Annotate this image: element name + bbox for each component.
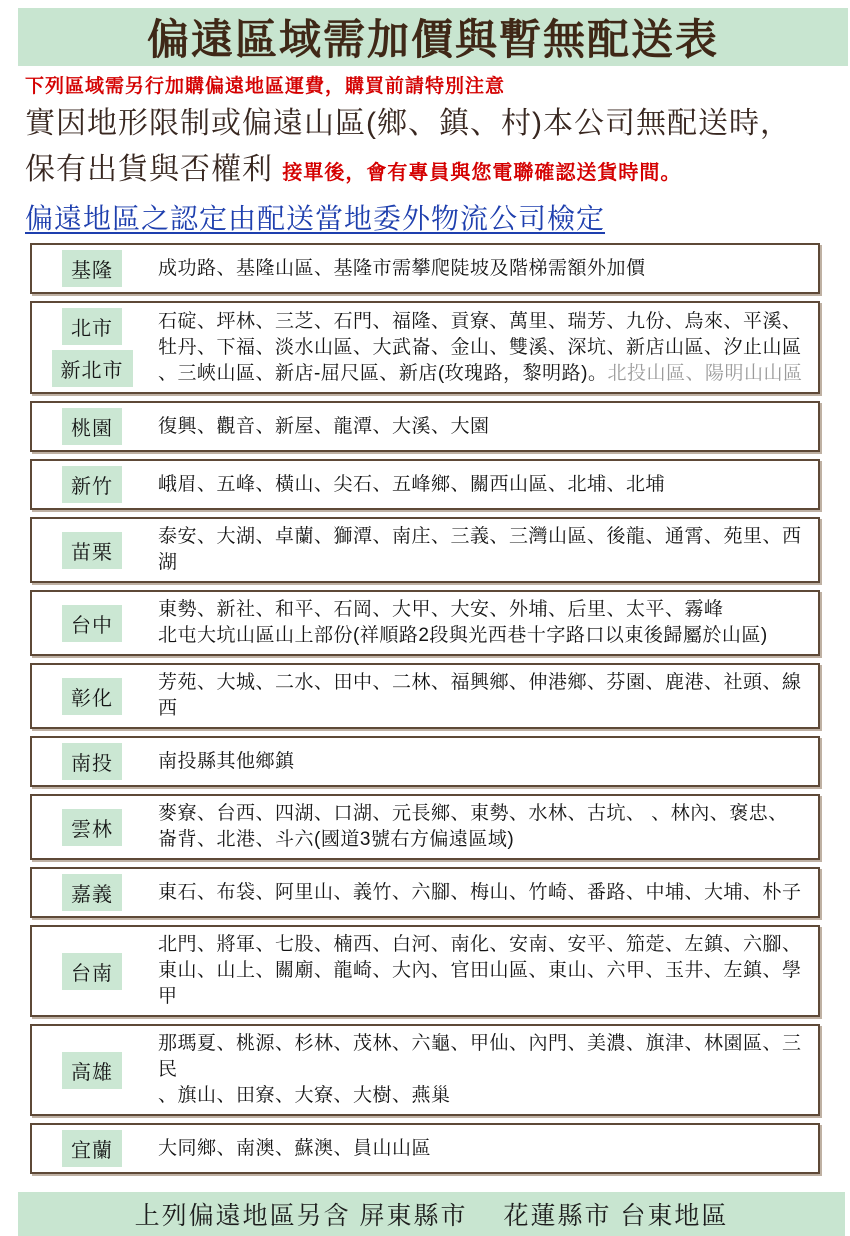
areas-segment: 、旗山、田寮、大寮、大樹、燕巢 xyxy=(158,1085,451,1106)
region-areas-line xyxy=(158,623,808,649)
region-label-column xyxy=(42,532,142,569)
region-label-column xyxy=(42,809,142,846)
footer-text: 上列偏遠地區另含 屏東縣市 花蓮縣市 台東地區 xyxy=(134,1202,729,1230)
region-label-column xyxy=(42,466,142,503)
region-row xyxy=(30,243,820,294)
region-row xyxy=(30,736,820,787)
policy-line-2-red-note: 接單後，會有專員與您電聯確認送貨時間。 xyxy=(282,162,682,184)
region-areas-text xyxy=(158,597,808,649)
region-label: 新北市 xyxy=(52,350,133,387)
areas-segment: 復興、觀音、新屋、龍潭、大溪、大園 xyxy=(158,415,490,437)
region-areas-text xyxy=(158,670,808,722)
areas-segment: 北屯大坑山區山上部份(祥順路2段與光西巷十字路口以東後歸屬於山區) xyxy=(158,625,768,646)
region-label: 雲林 xyxy=(62,809,122,846)
region-label: 彰化 xyxy=(62,678,122,715)
region-row xyxy=(30,867,820,918)
areas-segment: 東石、布袋、阿里山、義竹、六腳、梅山、竹崎、番路、中埔、大埔、朴子 xyxy=(158,881,802,903)
areas-segment: 崙背、北港、斗六(國道3號右方偏遠區域) xyxy=(158,829,515,850)
region-areas-line xyxy=(158,827,808,853)
areas-segment: 石碇、坪林、三芝、石門、福隆、貢寮、萬里、瑞芳、九份、烏來、平溪、 xyxy=(158,310,802,332)
region-areas-line xyxy=(158,414,808,440)
region-label: 新竹 xyxy=(62,466,122,503)
areas-segment: 麥寮、台西、四湖、口湖、元長鄉、東勢、水林、古坑、 、林內、褒忠、 xyxy=(158,803,788,824)
areas-segment: 泰安、大湖、卓蘭、獅潭、南庄、三義、三灣山區、後龍、通霄、苑里、西湖 xyxy=(158,526,802,573)
region-row xyxy=(30,1024,820,1116)
region-label-column xyxy=(42,953,142,990)
region-row xyxy=(30,301,820,394)
region-areas-text xyxy=(158,801,808,853)
region-row xyxy=(30,1123,820,1174)
region-areas-line xyxy=(158,801,808,827)
region-label-column xyxy=(42,250,142,287)
region-areas-line xyxy=(158,880,808,906)
region-areas-line xyxy=(158,670,808,722)
region-label: 宜蘭 xyxy=(62,1130,122,1167)
region-areas-text xyxy=(158,880,808,906)
region-areas-line xyxy=(158,524,808,576)
areas-segment-gray: 北投山區、陽明山山區 xyxy=(607,362,803,384)
areas-segment: 、三峽山區、新店-屈尺區、新店(玫瑰路，黎明路)。 xyxy=(158,362,608,384)
region-areas-line xyxy=(158,958,808,1010)
region-row xyxy=(30,663,820,729)
areas-segment: 芳苑、大城、二水、田中、二林、福興鄉、伸港鄉、芬園、鹿港、社頭、線西 xyxy=(158,672,802,719)
areas-segment: 南投縣其他鄉鎮 xyxy=(158,750,295,772)
region-areas-text xyxy=(158,932,808,1010)
region-areas-line xyxy=(158,335,808,361)
region-label: 基隆 xyxy=(62,250,122,287)
region-label: 苗栗 xyxy=(62,532,122,569)
region-areas-text xyxy=(158,256,808,282)
region-label-column xyxy=(42,308,142,387)
region-label-column xyxy=(42,743,142,780)
areas-segment: 那瑪夏、桃源、杉林、茂林、六龜、甲仙、內門、美濃、旗津、林園區、三民 xyxy=(158,1033,802,1080)
region-label: 嘉義 xyxy=(62,874,122,911)
region-row xyxy=(30,459,820,510)
areas-segment: 東勢、新社、和平、石岡、大甲、大安、外埔、后里、太平、霧峰 xyxy=(158,599,724,620)
region-label-column xyxy=(42,678,142,715)
region-label-column xyxy=(42,874,142,911)
region-areas-line xyxy=(158,1031,808,1083)
region-row xyxy=(30,401,820,452)
shipping-surcharge-notice xyxy=(0,8,850,1230)
region-areas-line xyxy=(158,749,808,775)
red-warning-text: 下列區域需另行加購偏遠地區運費，購買前請特別注意 xyxy=(25,76,506,97)
region-label-column xyxy=(42,1130,142,1167)
region-label-column xyxy=(42,1052,142,1089)
region-label: 台中 xyxy=(62,605,122,642)
policy-line-1: 實因地形限制或偏遠山區(鄉、鎮、村)本公司無配送時， xyxy=(25,107,791,140)
region-areas-text xyxy=(158,524,808,576)
region-areas-text xyxy=(158,1031,808,1109)
region-areas-line xyxy=(158,597,808,623)
footer-band xyxy=(18,1192,845,1236)
region-areas-line xyxy=(158,309,808,335)
region-label: 高雄 xyxy=(62,1052,122,1089)
policy-line-2-main: 保有出貨與否權利 xyxy=(25,153,273,186)
region-areas-line xyxy=(158,1083,808,1109)
areas-segment: 東山、山上、關廟、龍崎、大內、官田山區、東山、六甲、玉井、左鎮、學甲 xyxy=(158,960,802,1007)
page-title: 偏遠區域需加價與暫無配送表 xyxy=(146,16,719,63)
region-row xyxy=(30,590,820,656)
region-row xyxy=(30,517,820,583)
region-areas-line xyxy=(158,1136,808,1162)
region-areas-text xyxy=(158,309,808,387)
region-row xyxy=(30,925,820,1017)
blue-definition-line: 偏遠地區之認定由配送當地委外物流公司檢定 xyxy=(25,203,606,234)
areas-segment: 牡丹、下福、淡水山區、大武崙、金山、雙溪、深坑、新店山區、汐止山區 xyxy=(158,336,802,358)
region-label-column xyxy=(42,408,142,445)
areas-segment: 成功路、基隆山區、基隆市需攀爬陡坡及階梯需額外加價 xyxy=(158,257,646,279)
region-areas-line xyxy=(158,472,808,498)
region-areas-text xyxy=(158,1136,808,1162)
region-label: 北市 xyxy=(62,308,122,345)
region-label: 南投 xyxy=(62,743,122,780)
region-row xyxy=(30,794,820,860)
region-areas-line xyxy=(158,932,808,958)
region-label: 桃園 xyxy=(62,408,122,445)
region-areas-line xyxy=(158,256,808,282)
areas-segment: 大同鄉、南澳、蘇澳、員山山區 xyxy=(158,1137,432,1159)
title-band xyxy=(18,8,848,66)
areas-segment: 北門、將軍、七股、楠西、白河、南化、安南、安平、笳萣、左鎮、六腳、 xyxy=(158,934,802,955)
region-label: 台南 xyxy=(62,953,122,990)
region-areas-line xyxy=(158,361,808,387)
region-areas-text xyxy=(158,472,808,498)
region-areas-text xyxy=(158,749,808,775)
region-table xyxy=(30,243,820,1174)
areas-segment: 峨眉、五峰、橫山、尖石、五峰鄉、關西山區、北埔、北埔 xyxy=(158,473,666,495)
region-areas-text xyxy=(158,414,808,440)
region-label-column xyxy=(42,605,142,642)
policy-line-2 xyxy=(25,150,850,193)
